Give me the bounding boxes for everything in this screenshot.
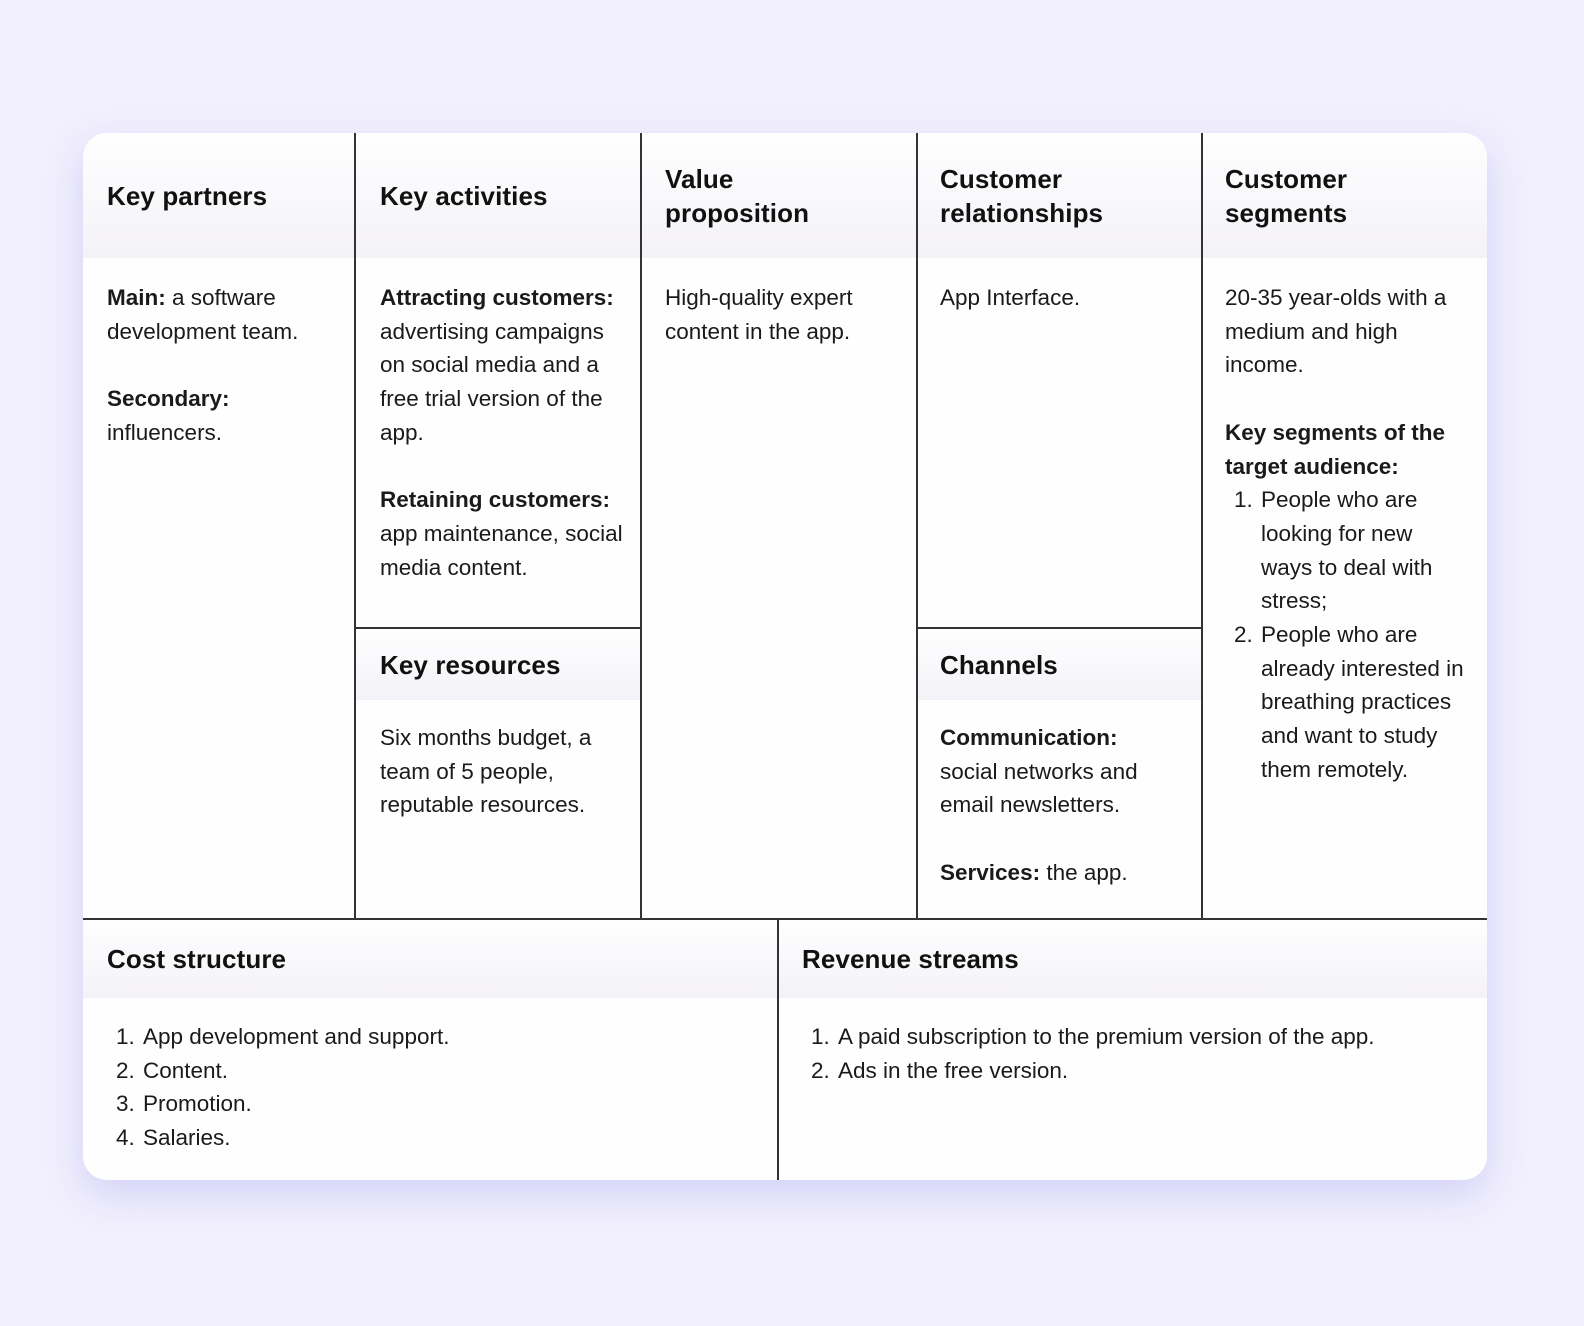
key-partners-title: Key partners (107, 180, 268, 211)
list-number: 1. (811, 1024, 830, 1049)
channels-item (940, 721, 1180, 822)
key-activities-item (380, 281, 623, 450)
divider-vertical (1201, 133, 1203, 919)
list-item (802, 1054, 1464, 1088)
item-text: a software development team. (107, 285, 299, 344)
list-number: 1. (1234, 487, 1253, 513)
list-text: Ads in the free version. (838, 1057, 1069, 1083)
list-item (1225, 618, 1467, 787)
item-text: the app. (1040, 859, 1128, 885)
key-activities-header (356, 133, 641, 258)
item-label: Services: (940, 859, 1041, 885)
list-label: Key segments of the target audience: (1225, 419, 1446, 479)
revenue-streams-title: Revenue streams (802, 944, 1019, 974)
key-activities-body (356, 281, 641, 584)
cost-structure-body (83, 1020, 777, 1155)
cost-structure-title: Cost structure (107, 944, 287, 974)
list-text: A paid subscription to the premium version of the app. (838, 1024, 1375, 1049)
customer-segments-block (1203, 133, 1487, 918)
channels-block (918, 629, 1202, 918)
item-text: social networks and email newsletters. (940, 758, 1138, 818)
value-proposition-block (642, 133, 917, 918)
list-text: Salaries. (143, 1125, 231, 1151)
key-partners-item (107, 382, 331, 449)
customer-relationships-block (918, 133, 1202, 627)
customer-relationships-header (918, 133, 1202, 258)
key-partners-item (107, 281, 331, 348)
item-text: influencers. (107, 419, 223, 445)
list-text: People who are looking for new ways to deal with stress; (1261, 487, 1433, 614)
value-proposition-title: Value proposition (665, 163, 810, 228)
key-partners-block (83, 133, 355, 918)
list-item (1225, 483, 1467, 618)
key-resources-block (356, 629, 641, 918)
list-text: App development and support. (143, 1024, 450, 1049)
list-item (107, 1121, 753, 1155)
item-label: Secondary: (107, 386, 230, 412)
list-number: 3. (116, 1091, 135, 1117)
cost-structure-header (83, 920, 777, 998)
channels-item (940, 856, 1180, 890)
channels-header (918, 629, 1202, 700)
item-label: Main: (107, 285, 166, 310)
value-proposition-text: High-quality expert content in the app. (665, 285, 853, 344)
item-label: Retaining customers: (380, 487, 611, 513)
list-number: 2. (1234, 622, 1253, 648)
divider-horizontal (917, 627, 1202, 629)
customer-relationships-title: Customer relationships (940, 163, 1104, 228)
customer-segments-list (1225, 483, 1467, 786)
list-item (107, 1054, 753, 1088)
list-item (802, 1020, 1464, 1054)
customer-segments-title: Customer segments (1225, 163, 1348, 228)
divider-vertical (916, 133, 918, 919)
key-resources-header (356, 629, 641, 700)
cost-structure-block (83, 920, 777, 1180)
item-text: advertising campaigns on social media and a free trial version of the app. (380, 318, 604, 445)
list-text: People who are already interested in breathing practices and want to study them remotely. (1261, 622, 1464, 782)
key-activities-title: Key activities (380, 180, 548, 211)
list-number: 4. (116, 1125, 135, 1151)
key-activities-block (356, 133, 641, 627)
list-item (107, 1020, 753, 1054)
divider-vertical (777, 919, 779, 1180)
customer-segments-body (1203, 281, 1487, 787)
revenue-streams-block (779, 920, 1487, 1180)
key-resources-title: Key resources (380, 649, 561, 680)
divider-vertical (640, 133, 642, 919)
list-text: Promotion. (143, 1091, 252, 1117)
item-text: app maintenance, social media content. (380, 520, 623, 580)
customer-segments-intro: 20-35 year-olds with a medium and high income. (1225, 285, 1447, 378)
customer-relationships-text: App Interface. (940, 285, 1081, 310)
list-number: 2. (116, 1057, 135, 1083)
item-label: Communication: (940, 725, 1118, 750)
business-model-canvas (83, 133, 1487, 1180)
key-resources-body (356, 721, 641, 822)
divider-vertical (354, 133, 356, 919)
value-proposition-body (642, 281, 917, 348)
cost-structure-list (107, 1020, 753, 1155)
key-partners-header (83, 133, 355, 258)
key-resources-text: Six months budget, a team of 5 people, reputable resources. (380, 725, 592, 818)
key-activities-item (380, 483, 623, 584)
list-number: 1. (116, 1024, 135, 1049)
list-item (107, 1087, 753, 1121)
revenue-streams-body (779, 1020, 1487, 1087)
customer-segments-header (1203, 133, 1487, 258)
divider-horizontal (355, 627, 641, 629)
channels-title: Channels (940, 649, 1058, 680)
revenue-streams-list (802, 1020, 1464, 1087)
channels-body (918, 721, 1202, 890)
revenue-streams-header (779, 920, 1487, 998)
key-partners-body (83, 281, 355, 450)
customer-segments-list-label (1225, 416, 1467, 483)
list-number: 2. (811, 1057, 830, 1083)
divider-horizontal (83, 918, 1487, 920)
item-label: Attracting customers: (380, 285, 614, 310)
customer-relationships-body (918, 281, 1202, 315)
list-text: Content. (143, 1057, 229, 1083)
value-proposition-header (642, 133, 917, 258)
